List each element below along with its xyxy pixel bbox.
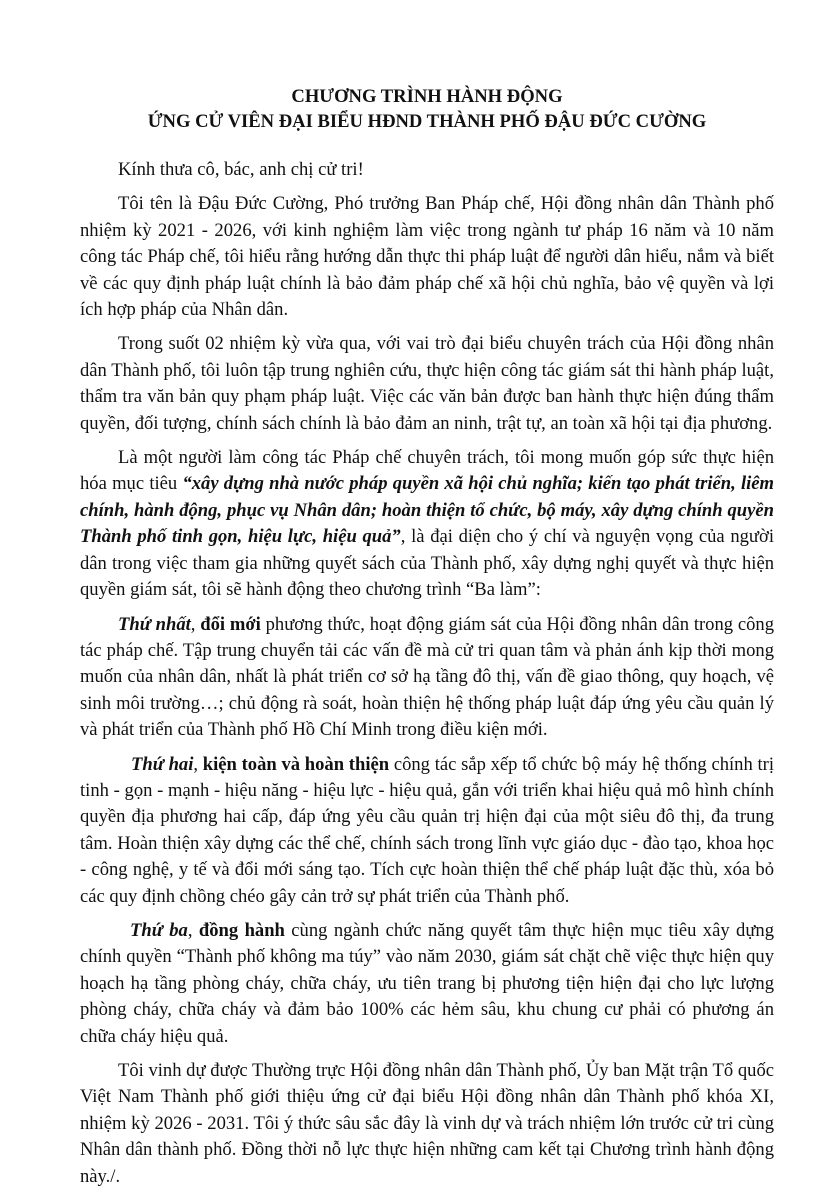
third-label: Thứ ba: [130, 919, 188, 941]
first-text: phương thức, hoạt động giám sát của Hội đồng nhân dân trong công tác pháp chế. Tập trung chuyển tải các vấn đề mà cử tri quan tâm và phản ánh kịp thời mong muốn của nhân dân, nhất là phát triển cơ sở hạ tầng đô thị, vấn đề giao thông, quy hoạch, vệ sinh môi trường…; chủ động rà soát, hoàn thiện hệ thống pháp luật đáp ứng yêu cầu quản lý và phát triển của Thành phố Hồ Chí Minh trong điều kiện mới.: [80, 613, 775, 741]
second-key: kiện toàn và hoàn thiện: [202, 753, 390, 775]
experience-paragraph: Trong suốt 02 nhiệm kỳ vừa qua, với vai trò đại biểu chuyên trách của Hội đồng nhân dân Thành phố, tôi luôn tập trung nghiên cứu, thực hiện công tác giám sát thi hành pháp luật, thẩm tra văn bản quy phạm pháp luật. Việc các văn bản được ban hành thực hiện đúng thẩm quyền, đối tượng, chính sách chính là bảo đảm an ninh, trật tự, an toàn xã hội tại địa phương.: [80, 333, 774, 434]
document-body: [80, 157, 774, 1190]
second-sep: ,: [193, 753, 203, 775]
first-key: đổi mới: [200, 613, 261, 635]
document-title: [80, 84, 774, 134]
title-line-2: ỨNG CỬ VIÊN ĐẠI BIỂU HĐND THÀNH PHỐ ĐẬU ĐỨC CƯỜNG: [147, 111, 707, 132]
first-label: Thứ nhất: [118, 613, 191, 635]
third-action-paragraph: [80, 918, 774, 1050]
third-key: đồng hành: [198, 919, 285, 941]
goal-paragraph: [80, 445, 774, 603]
first-sep: ,: [190, 613, 201, 635]
first-action-paragraph: [80, 612, 774, 744]
second-text: công tác sắp xếp tổ chức bộ máy hệ thống chính trị tinh - gọn - mạnh - hiệu năng - hiệu lực - hiệu quả, gắn với triển khai hiệu quả mô hình chính quyền địa phương hai cấp, đáp ứng yêu cầu quản trị hiện đại của một siêu đô thị, đa trung tâm. Hoàn thiện xây dựng các thể chế, chính sách trong lĩnh vực giáo dục - đào tạo, khoa học - công nghệ, y tế và đổi mới sáng tạo. Tích cực hoàn thiện thể chế pháp luật đặc thù, xóa bỏ các quy định chồng chéo gây cản trở sự phát triển của Thành phố.: [80, 753, 775, 907]
title-line-1: CHƯƠNG TRÌNH HÀNH ĐỘNG: [291, 86, 563, 107]
greeting-paragraph: Kính thưa cô, bác, anh chị cử tri!: [118, 159, 364, 180]
third-text: cùng ngành chức năng quyết tâm thực hiện mục tiêu xây dựng chính quyền “Thành phố không ma túy” vào năm 2030, giám sát chặt chẽ việc thực hiện quy hoạch hạ tầng phòng cháy, chữa cháy, ưu tiên trang bị phương tiện hiện đại cho lực lượng phòng cháy, chữa cháy và đảm bảo 100% các hẻm sâu, khu chung cư phải có phương án chữa cháy hiệu quả.: [80, 919, 774, 1047]
intro-paragraph: Tôi tên là Đậu Đức Cường, Phó trưởng Ban Pháp chế, Hội đồng nhân dân Thành phố nhiệm kỳ 2021 - 2026, với kinh nghiệm làm việc trong ngành tư pháp 16 năm và 10 năm công tác Pháp chế, tôi hiểu rằng hướng dẫn thực thi pháp luật để người dân hiểu, nắm và biết về các quy định pháp luật chính là bảo đảm pháp chế xã hội chủ nghĩa, bảo vệ quyền và lợi ích hợp pháp của Nhân dân.: [80, 193, 774, 321]
closing-paragraph: Tôi vinh dự được Thường trực Hội đồng nhân dân Thành phố, Ủy ban Mặt trận Tổ quốc Việt Nam Thành phố giới thiệu ứng cử đại biểu Hội đồng nhân dân Thành phố khóa XI, nhiệm kỳ 2026 - 2031. Tôi ý thức sâu sắc đây là vinh dự và trách nhiệm lớn trước cử tri cùng Nhân dân thành phố. Đồng thời nỗ lực thực hiện những cam kết tại Chương trình hành động này./.: [80, 1060, 774, 1187]
goal-lead: Là một người làm công tác Pháp chế chuyên trách, tôi mong muốn góp sức thực hiện hóa mục tiêu: [80, 447, 774, 495]
third-sep: ,: [187, 919, 199, 941]
second-label: Thứ hai: [131, 753, 194, 775]
second-action-paragraph: [80, 752, 774, 910]
goal-tail: , là đại diện cho ý chí và nguyện vọng của người dân trong việc tham gia những quyết sách của Thành phố, xây dựng nghị quyết và thực hiện quyền giám sát, tôi sẽ hành động theo chương trình “Ba làm”:: [80, 526, 775, 601]
goal-quote: “xây dựng nhà nước pháp quyền xã hội chủ nghĩa; kiến tạo phát triển, liêm chính, hành động, phục vụ Nhân dân; hoàn thiện tổ chức, bộ máy, xây dựng chính quyền Thành phố tinh gọn, hiệu lực, hiệu quả”: [80, 473, 774, 548]
